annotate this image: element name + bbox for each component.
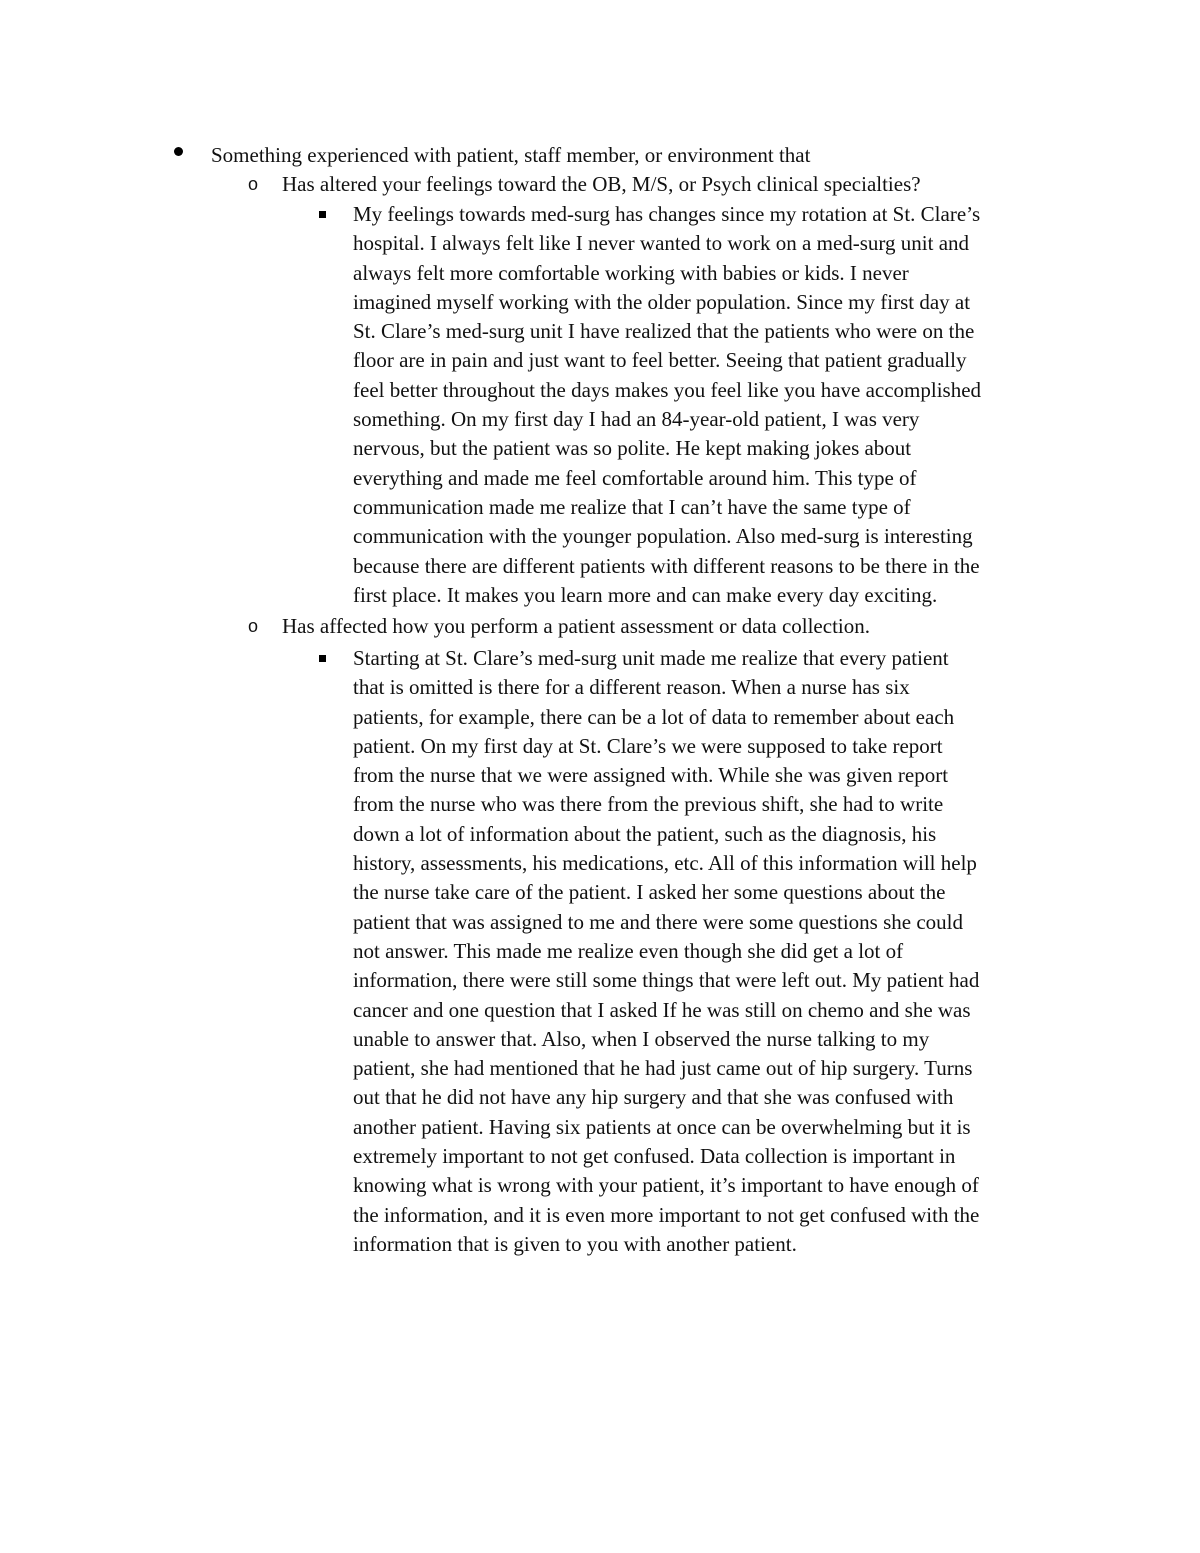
bullet-dot — [174, 147, 183, 156]
question-item-feelings: Has altered your feelings toward the OB, M/S, or Psych clinical specialties? — [282, 172, 921, 196]
answer-paragraph-feelings: My feelings towards med-surg has changes since my rotation at St. Clare’s hospital. I always felt like I never wanted to work on a med-surg unit and always felt more comfortable working with babies or kids. I never imagined myself working with the older population. Since my first day at St. Clare’s med-surg unit I have realized that the patients who were on the floor are in pain and just want to feel better. Seeing that patient gradually feel better throughout the days makes you feel like you have accomplished something. On my first day I had an 84-year-old patient, I was very nervous, but the patient was so polite. He kept making jokes about everything and made me feel comfortable around him. This type of communication made me realize that I can’t have the same type of communication with the younger population. Also med-surg is interesting because there are different patients with different reasons to be there in the first place. It makes you learn more and can make every day exciting. — [353, 202, 982, 607]
question-item-assessment: Has affected how you perform a patient assessment or data collection. — [282, 614, 870, 638]
square-bullet — [319, 655, 326, 662]
square-bullet — [319, 211, 326, 218]
answer-paragraph-assessment: Starting at St. Clare’s med-surg unit made me realize that every patient that is omitted is there for a different reason. When a nurse has six patients, for example, there can be a lot of data to remember about each patient. On my first day at St. Clare’s we were supposed to take report from the nurse that we were assigned with. While she was given report from the nurse who was there from the previous shift, she had to write down a lot of information about the patient, such as the diagnosis, his history, assessments, his medications, etc. All of this information will help the nurse take care of the patient. I asked her some questions about the patient that was assigned to me and there were some questions she could not answer. This made me realize even though she did get a lot of information, there were still some things that were left out. My patient had cancer and one question that I asked If he was still on chemo and she was unable to answer that. Also, when I observed the nurse talking to my patient, she had mentioned that he had just came out of hip surgery. Turns out that he did not have any hip surgery and that she was confused with another patient. Having six patients at once can be overwhelming but it is extremely important to not get confused. Data collection is important in knowing what is wrong with your patient, it’s important to have enough of the information, and it is even more important to not get confused with the information that is given to you with another patient. — [353, 646, 980, 1256]
top-level-item: Something experienced with patient, staff member, or environment that — [211, 143, 811, 167]
outline-circle-marker: o — [248, 174, 259, 194]
outline-circle-marker: o — [248, 616, 259, 636]
